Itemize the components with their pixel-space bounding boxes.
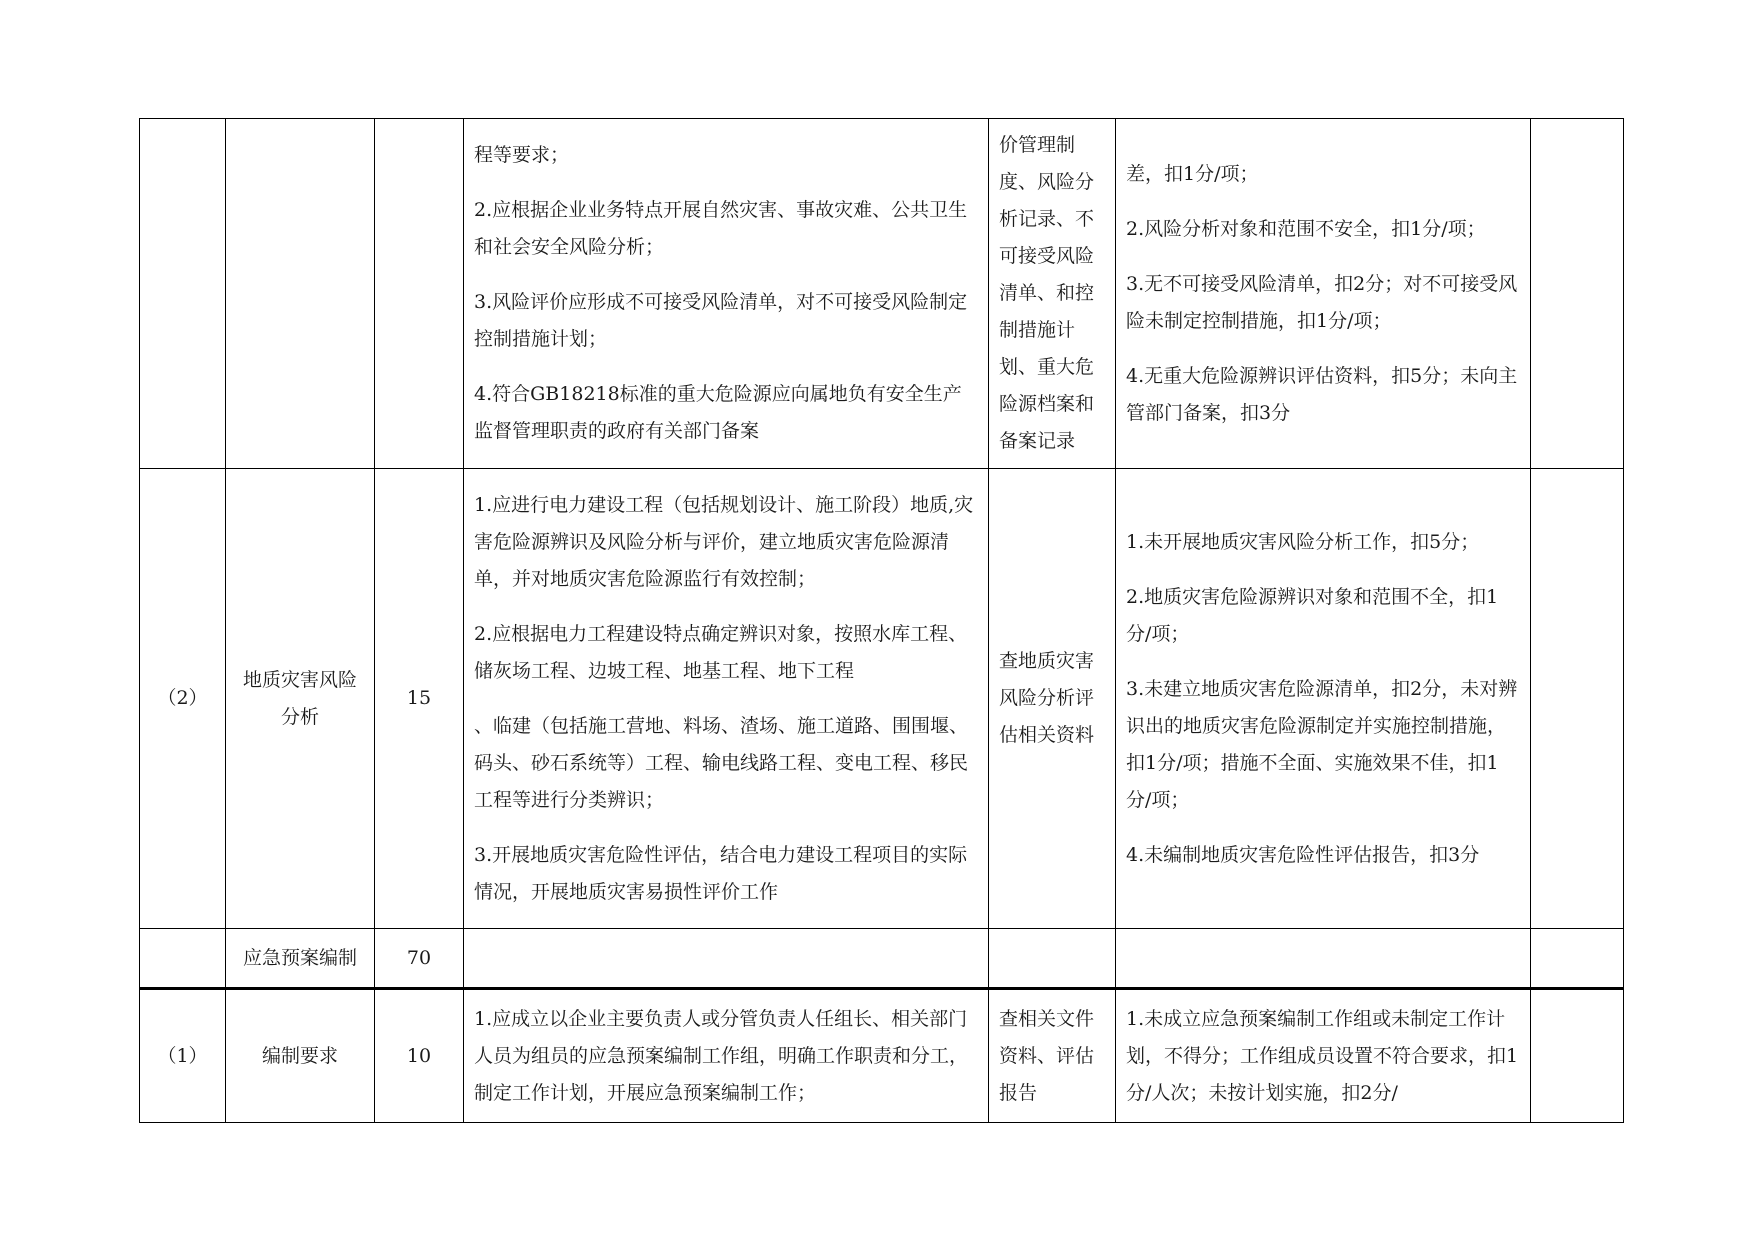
content-cell [464, 989, 989, 1123]
criteria-cell [1116, 469, 1531, 929]
criteria-paragraph: 1.未成立应急预案编制工作组或未制定工作计划，不得分；工作组成员设置不符合要求，扣1分/人次；未按计划实施，扣2分/ [1126, 1007, 1519, 1104]
score-cell: 15 [375, 469, 464, 929]
content-paragraph: 1.应进行电力建设工程（包括规划设计、施工阶段）地质,灾害危险源辨识及风险分析与评价，建立地质灾害危险源清单，并对地质灾害危险源监行有效控制； [474, 493, 974, 590]
content-paragraph: 2.应根据电力工程建设特点确定辨识对象，按照水库工程、储灰场工程、边坡工程、地基工程、地下工程 [474, 622, 968, 682]
criteria-paragraph: 3.无不可接受风险清单，扣2分；对不可接受风险未制定控制措施，扣1分/项； [1126, 272, 1518, 332]
criteria-paragraph: 2.地质灾害危险源辨识对象和范围不全，扣1分/项； [1126, 585, 1499, 645]
row-number-cell [140, 119, 226, 469]
score-cell: 10 [375, 989, 464, 1123]
criteria-cell [1116, 929, 1531, 989]
remarks-cell [1531, 469, 1624, 929]
remarks-cell [1531, 929, 1624, 989]
row-number-cell: （2） [140, 469, 226, 929]
criteria-paragraph: 4.未编制地质灾害危险性评估报告，扣3分 [1126, 843, 1480, 866]
table-row [140, 119, 1624, 469]
content-cell [464, 929, 989, 989]
criteria-paragraph: 4.无重大危险源辨识评估资料，扣5分；未向主管部门备案，扣3分 [1126, 364, 1518, 424]
criteria-cell [1116, 989, 1531, 1123]
method-cell: 查地质灾害风险分析评估相关资料 [989, 469, 1116, 929]
content-cell [464, 469, 989, 929]
content-paragraph: 程等要求； [474, 144, 570, 166]
content-paragraph: 2.应根据企业业务特点开展自然灾害、事故灾难、公共卫生和社会安全风险分析； [474, 199, 968, 258]
content-paragraph: 3.风险评价应形成不可接受风险清单，对不可接受风险制定控制措施计划； [474, 291, 968, 350]
criteria-paragraph: 3.未建立地质灾害危险源清单，扣2分，未对辨识出的地质灾害危险源制定并实施控制措施，扣1分/项；措施不全面、实施效果不佳，扣1分/项； [1126, 677, 1518, 811]
item-cell: 地质灾害风险分析 [226, 469, 375, 929]
item-cell [226, 119, 375, 469]
criteria-paragraph: 1.未开展地质灾害风险分析工作，扣5分； [1126, 530, 1480, 553]
content-paragraph: 、临建（包括施工营地、料场、渣场、施工道路、围围堰、码头、砂石系统等）工程、输电线路工程、变电工程、移民工程等进行分类辨识； [474, 714, 969, 811]
row-number-cell: （1） [140, 989, 226, 1123]
criteria-cell [1116, 119, 1531, 469]
content-cell [464, 119, 989, 469]
content-paragraph: 1.应成立以企业主要负责人或分管负责人任组长、相关部门人员为组员的应急预案编制工作组，明确工作职责和分工，制定工作计划，开展应急预案编制工作； [474, 1007, 969, 1104]
method-cell [989, 929, 1116, 989]
method-cell: 查相关文件资料、评估报告 [989, 989, 1116, 1123]
criteria-paragraph: 2.风险分析对象和范围不安全，扣1分/项； [1126, 217, 1486, 240]
score-cell: 70 [375, 929, 464, 989]
score-cell [375, 119, 464, 469]
evaluation-table [139, 118, 1624, 1123]
item-cell: 编制要求 [226, 989, 375, 1123]
method-cell: 价管理制度、风险分析记录、不可接受风险清单、和控制措施计划、重大危险源档案和备案记录 [989, 119, 1116, 469]
content-paragraph: 4.符合GB18218标准的重大危险源应向属地负有安全生产监督管理职责的政府有关部门备案 [474, 383, 962, 442]
row-number-cell [140, 929, 226, 989]
remarks-cell [1531, 119, 1624, 469]
table-row [140, 929, 1624, 989]
item-cell: 应急预案编制 [226, 929, 375, 989]
content-paragraph: 3.开展地质灾害危险性评估，结合电力建设工程项目的实际情况，开展地质灾害易损性评价工作 [474, 843, 968, 903]
table-row [140, 989, 1624, 1123]
criteria-paragraph: 差，扣1分/项； [1126, 162, 1259, 185]
remarks-cell [1531, 989, 1624, 1123]
table-row [140, 469, 1624, 929]
